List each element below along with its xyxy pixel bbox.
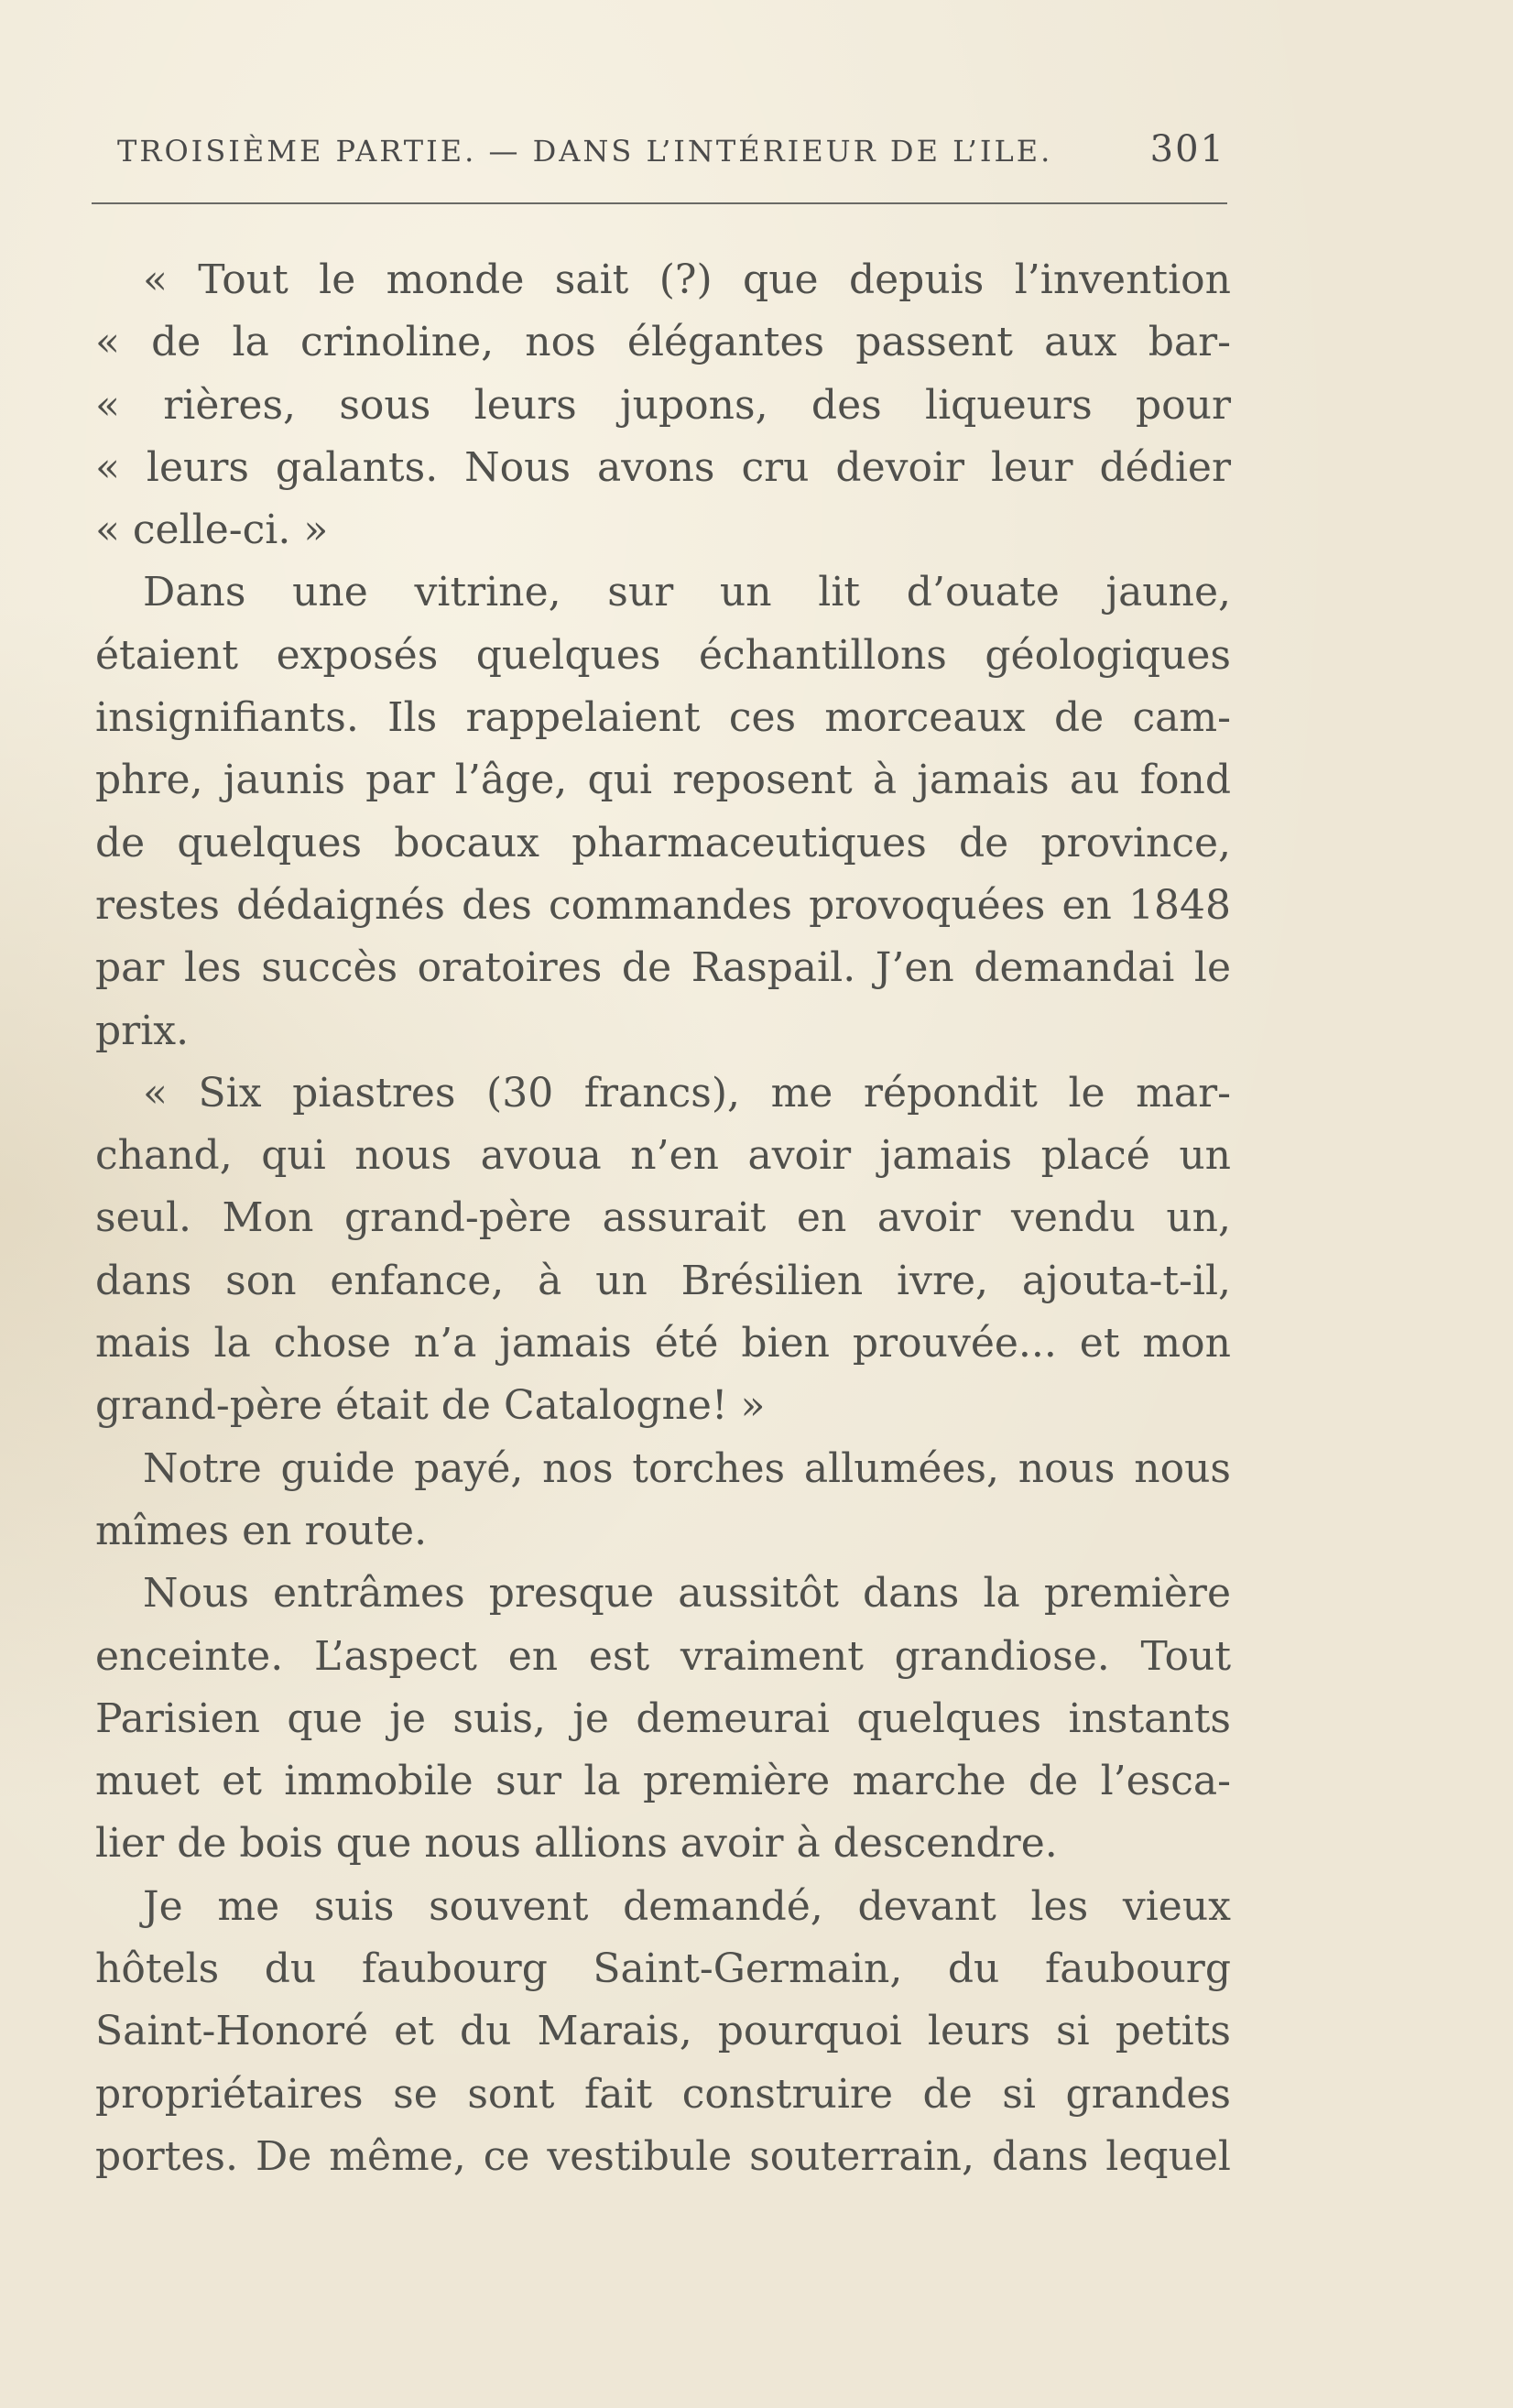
text-line: seul. Mon grand-père assurait en avoir vendu un,	[95, 1194, 1231, 1242]
text-line: grand-père était de Catalogne! »	[95, 1382, 766, 1430]
text-line: « de la crinoline, nos élégantes passent aux bar-	[95, 319, 1231, 366]
text-line: lier de bois que nous allions avoir à descendre.	[95, 1820, 1058, 1868]
running-header	[117, 128, 1225, 183]
text-line: prix.	[95, 1007, 190, 1054]
text-line: Notre guide payé, nos torches allumées, nous nous	[143, 1444, 1231, 1492]
text-line: « Six piastres (30 francs), me répondit le mar-	[143, 1069, 1231, 1117]
text-line: propriétaires se sont fait construire de si grandes	[95, 2070, 1231, 2118]
paragraph	[95, 1438, 1231, 1564]
text-line: chand, qui nous avoua n’en avoir jamais placé un	[95, 1132, 1231, 1180]
text-line: restes dédaignés des commandes provoquées en 1848	[95, 881, 1231, 929]
text-line: de quelques bocaux pharmaceutiques de province,	[95, 819, 1231, 866]
text-line: par les succès oratoires de Raspail. J’en demandai le	[95, 944, 1231, 992]
text-line: mîmes en route.	[95, 1507, 428, 1554]
text-line: « Tout le monde sait (?) que depuis l’invention	[143, 256, 1231, 303]
text-line: hôtels du faubourg Saint-Germain, du faubourg	[95, 1945, 1231, 1993]
text-line: muet et immobile sur la première marche de l’esca-	[95, 1758, 1231, 1805]
text-line: étaient exposés quelques échantillons géologiques	[95, 631, 1231, 679]
paragraph	[95, 1563, 1231, 1875]
text-line: dans son enfance, à un Brésilien ivre, ajouta-t-il,	[95, 1257, 1231, 1304]
page-number: 301	[1149, 128, 1225, 170]
text-line: Nous entrâmes presque aussitôt dans la première	[143, 1570, 1231, 1618]
text-line: « leurs galants. Nous avons cru devoir leur dédier	[95, 443, 1231, 491]
text-line: « rières, sous leurs jupons, des liqueurs pour	[95, 381, 1231, 429]
text-line: phre, jaunis par l’âge, qui reposent à jamais au fond	[95, 757, 1231, 804]
header-rule	[92, 202, 1227, 204]
paragraph	[95, 1876, 1231, 2188]
text-line: mais la chose n’a jamais été bien prouvée... et mon	[95, 1320, 1231, 1367]
body-text	[95, 249, 1231, 2188]
text-line: insignifiants. Ils rappelaient ces morceaux de cam-	[95, 694, 1231, 742]
text-line: Saint-Honoré et du Marais, pourquoi leurs si petits	[95, 2008, 1231, 2055]
text-line: portes. De même, ce vestibule souterrain, dans lequel	[95, 2132, 1231, 2180]
text-line: Je me suis souvent demandé, devant les vieux	[143, 1882, 1231, 1930]
text-line: « celle-ci. »	[95, 507, 329, 554]
paragraph	[95, 561, 1231, 1062]
text-line: Dans une vitrine, sur un lit d’ouate jaune,	[143, 569, 1231, 616]
text-line: Parisien que je suis, je demeurai quelques instants	[95, 1694, 1231, 1742]
paragraph	[95, 1062, 1231, 1438]
running-title: TROISIÈME PARTIE. — DANS L’INTÉRIEUR DE L’ILE.	[117, 134, 1053, 169]
text-line: enceinte. L’aspect en est vraiment grandiose. Tout	[95, 1632, 1231, 1680]
paragraph	[95, 249, 1231, 561]
